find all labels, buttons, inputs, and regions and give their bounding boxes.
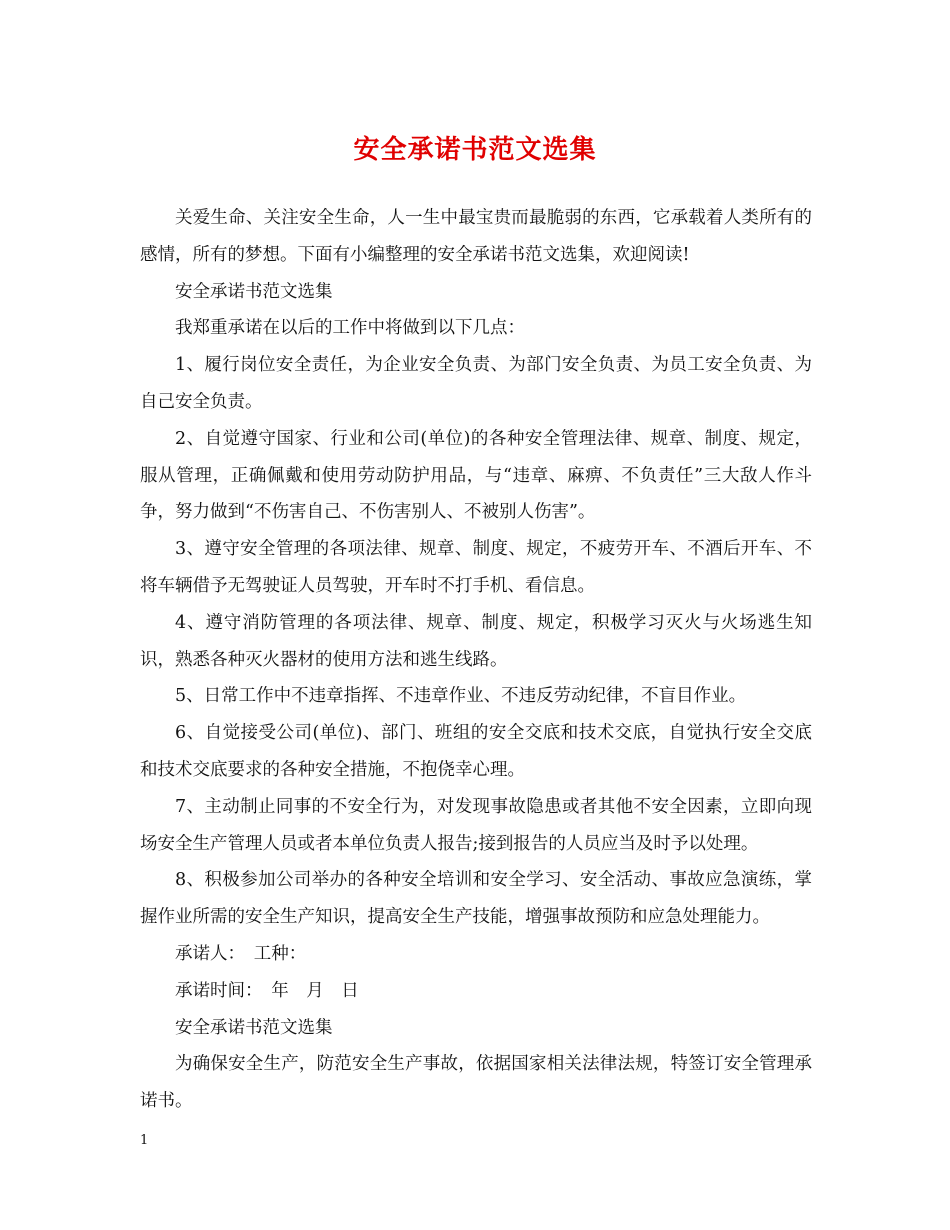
- document-body: [140, 200, 812, 1120]
- paragraph-item-6: 6、自觉接受公司(单位)、部门、班组的安全交底和技术交底，自觉执行安全交底和技术交底要求的各种安全措施，不抱侥幸心理。: [140, 723, 812, 780]
- paragraph-item-7: 7、主动制止同事的不安全行为，对发现事故隐患或者其他不安全因素，立即向现场安全生产管理人员或者本单位负责人报告;接到报告的人员应当及时予以处理。: [140, 796, 812, 854]
- paragraph-item-4: 4、遵守消防管理的各项法律、规章、制度、规定，积极学习灭火与火场逃生知识，熟悉各种灭火器材的使用方法和逃生线路。: [140, 612, 812, 670]
- paragraph-item-5: 5、日常工作中不违章指挥、不违章作业、不违反劳动纪律，不盲目作业。: [175, 686, 747, 707]
- paragraph-commitment-intro: 我郑重承诺在以后的工作中将做到以下几点：: [175, 318, 525, 339]
- paragraph-signer: 承诺人： 工种：: [175, 943, 307, 964]
- paragraph-section-heading-1: 安全承诺书范文选集: [175, 281, 333, 302]
- paragraph-date: 承诺时间： 年 月 日: [175, 980, 359, 1001]
- page-number: 1: [140, 1133, 149, 1148]
- paragraph-intro: 关爱生命、关注安全生命，人一生中最宝贵而最脆弱的东西，它承载着人类所有的感情，所有的梦想。下面有小编整理的安全承诺书范文选集，欢迎阅读!: [140, 208, 812, 265]
- paragraph-item-2: 2、自觉遵守国家、行业和公司(单位)的各种安全管理法律、规章、制度、规定，服从管理，正确佩戴和使用劳动防护用品，与“违章、麻痹、不负责任”三大敌人作斗争，努力做到“不伤害自己、不伤害别人、不被别人伤害”。: [140, 428, 812, 523]
- paragraph-item-8: 8、积极参加公司举办的各种安全培训和安全学习、安全活动、事故应急演练，掌握作业所需的安全生产知识，提高安全生产技能，增强事故预防和应急处理能力。: [140, 870, 812, 928]
- document-title: 安全承诺书范文选集: [353, 135, 597, 165]
- paragraph-item-1: 1、履行岗位安全责任，为企业安全负责、为部门安全负责、为员工安全负责、为自己安全负责。: [140, 355, 812, 412]
- paragraph-item-3: 3、遵守安全管理的各项法律、规章、制度、规定，不疲劳开车、不酒后开车、不将车辆借予无驾驶证人员驾驶，开车时不打手机、看信息。: [140, 539, 812, 596]
- paragraph-purpose: 为确保安全生产，防范安全生产事故，依据国家相关法律法规，特签订安全管理承诺书。: [140, 1054, 812, 1112]
- paragraph-section-heading-2: 安全承诺书范文选集: [175, 1017, 333, 1038]
